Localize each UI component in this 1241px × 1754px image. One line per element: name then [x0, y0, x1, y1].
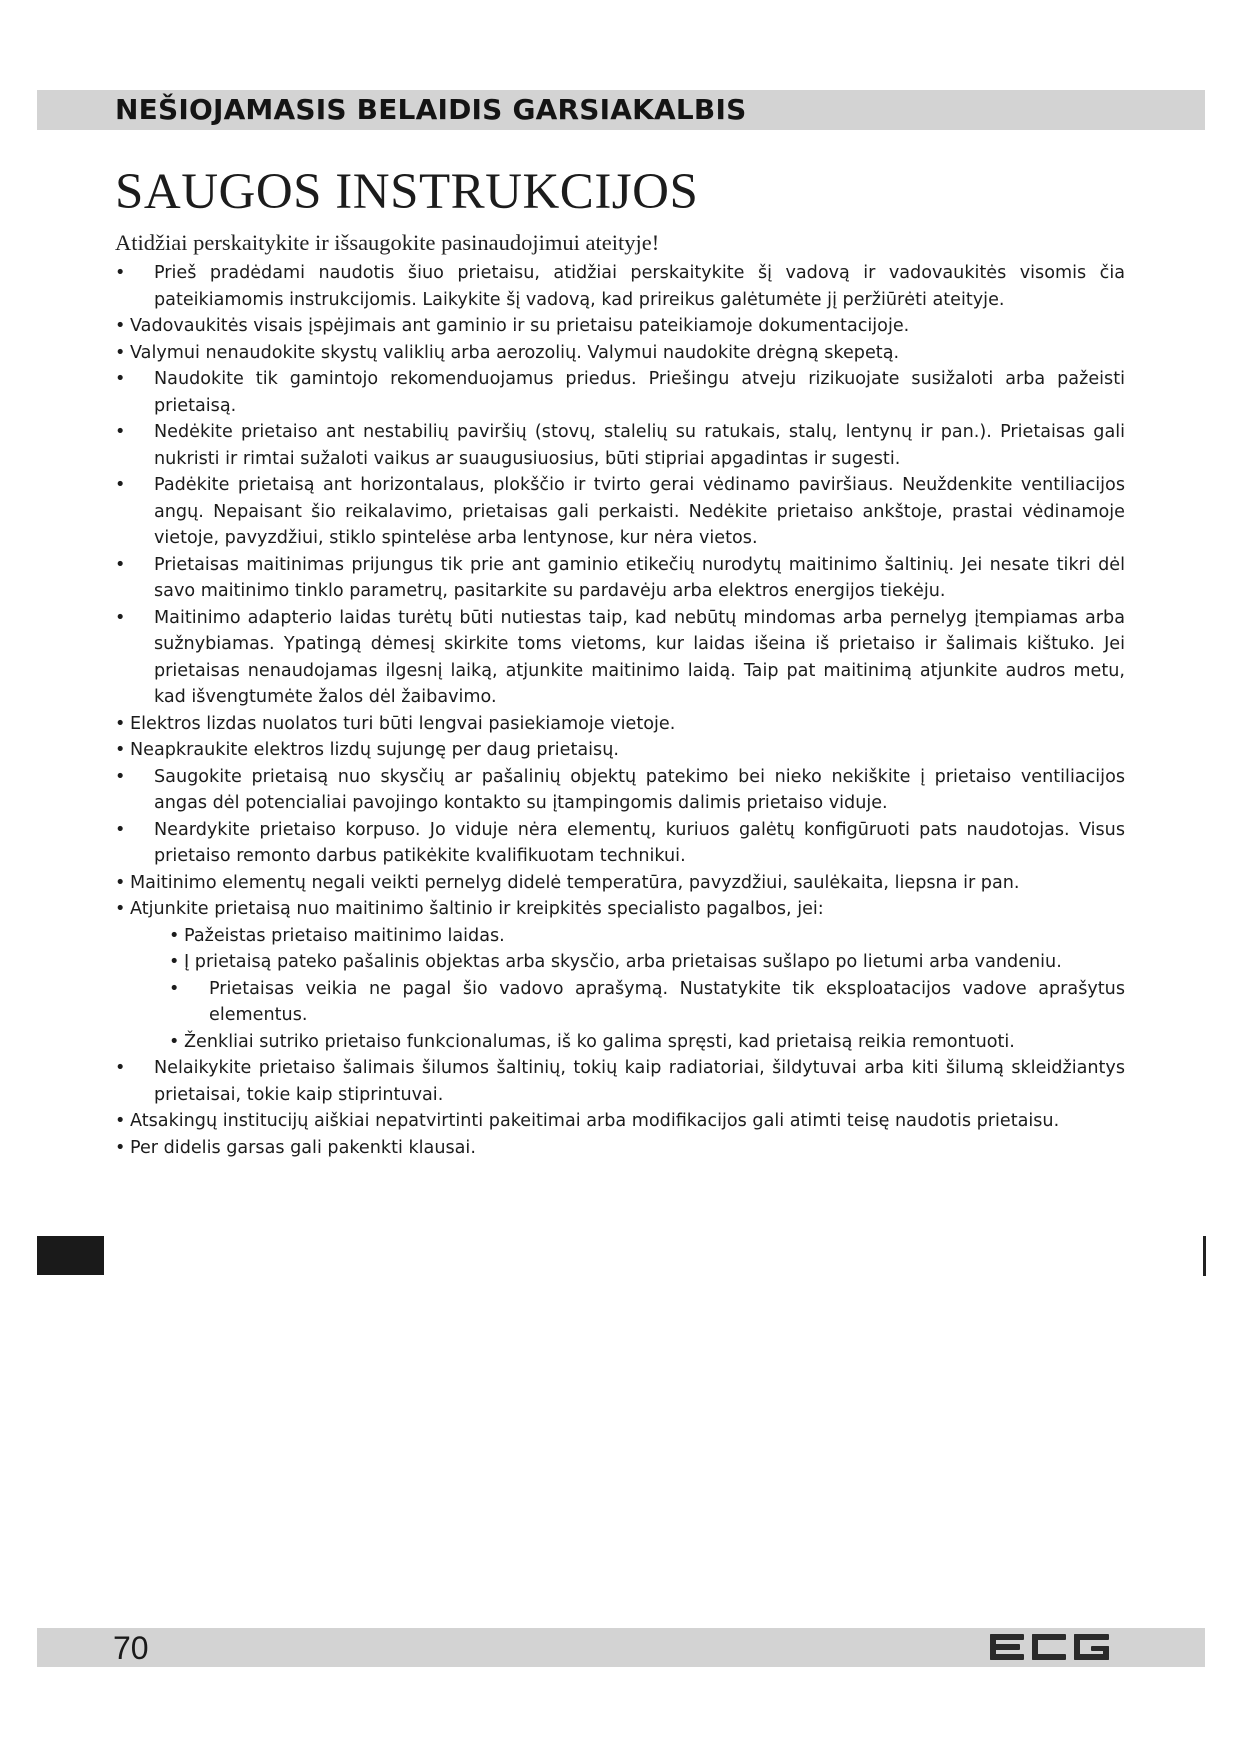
instruction-item: • Atsakingų institucijų aiškiai nepatvirtinti pakeitimai arba modifikacijos gali atimti teisę naudotis prietaisu. — [115, 1108, 1125, 1135]
sub-instruction-text: Į prietaisą pateko pašalinis objektas arba skysčio, arba prietaisas sušlapo po lietumi arba vandeniu. — [184, 952, 1062, 972]
instruction-sublist — [130, 923, 1125, 1056]
instruction-item: • Neapkraukite elektros lizdų sujungę per daug prietaisų. — [115, 737, 1125, 764]
instruction-item: • Prieš pradėdami naudotis šiuo prietaisu, atidžiai perskaitykite šį vadovą ir vadovaukitės visomis čia pateikiamomis instrukcijomis. Laikykite šį vadovą, kad prireikus galėtumėte jį peržiūrėti ateityje. — [115, 260, 1125, 313]
page-title: SAUGOS INSTRUKCIJOS — [115, 164, 699, 220]
instruction-item: • Vadovaukitės visais įspėjimais ant gaminio ir su prietaisu pateikiamoje dokumentacijoje. — [115, 313, 1125, 340]
side-line-marker — [1203, 1236, 1206, 1276]
instruction-item: • Nedėkite prietaiso ant nestabilių paviršių (stovų, stalelių su ratukais, stalų, lentynų ir pan.). Prietaisas gali nukristi ir rimtai sužaloti vaikus ar suaugusiuosius, būti stipriai apgadintas ir sugesti. — [115, 419, 1125, 472]
sub-instruction-text: Pažeistas prietaiso maitinimo laidas. — [184, 925, 505, 946]
sub-instruction-text: Ženkliai sutriko prietaiso funkcionalumas, iš ko galima spręsti, kad prietaisą reikia remontuoti. — [184, 1031, 1015, 1052]
instruction-item: • Saugokite prietaisą nuo skysčių ar pašalinių objektų patekimo bei nieko nekiškite į prietaiso ventiliacijos angas dėl potencialiai pavojingo kontakto su įtampingomis dalimis prietaiso viduje. — [115, 764, 1125, 817]
instruction-item: • Naudokite tik gamintojo rekomenduojamus priedus. Priešingu atveju rizikuojate susižaloti arba pažeisti prietaisą. — [115, 366, 1125, 419]
instruction-item: • Neardykite prietaiso korpuso. Jo viduje nėra elementų, kuriuos galėtų konfigūruoti pats naudotojas. Visus prietaiso remonto darbus patikėkite kvalifikuotam technikui. — [115, 817, 1125, 870]
instruction-item: • Maitinimo adapterio laidas turėtų būti nutiestas taip, kad nebūtų mindomas arba pernelyg įtempiamas arba sužnybiamas. Ypatingą dėmesį skirkite toms vietoms, kur laidas išeina iš prietaiso ir šalimais kištuko. Jei prietaisas nenaudojamas ilgesnį laiką, atjunkite maitinimo laidą. Taip pat maitinimą atjunkite audros metu, kad išvengtumėte žalos dėl žaibavimo. — [115, 605, 1125, 711]
instruction-item: • Per didelis garsas gali pakenkti klausai. — [115, 1135, 1125, 1162]
instruction-item-with-sublist — [115, 896, 1125, 1055]
ecg-logo — [990, 1632, 1110, 1662]
header-title: NEŠIOJAMASIS BELAIDIS GARSIAKALBIS — [115, 93, 747, 126]
instruction-item: • Padėkite prietaisą ant horizontalaus, plokščio ir tvirto gerai vėdinamo paviršiaus. Neuždenkite ventiliacijos angų. Nepaisant šio reikalavimo, prietaisas gali perkaisti. Nedėkite prietaiso ankštoje, prastai vėdinamoje vietoje, pavyzdžiui, stiklo spintelėse arba lentynose, kur nėra vietos. — [115, 472, 1125, 552]
sub-instruction-item — [130, 923, 1125, 950]
sub-instruction-item — [130, 949, 1125, 976]
instruction-item: • Prietaisas maitinimas prijungus tik prie ant gaminio etikečių nurodytų maitinimo šaltinių. Jei nesate tikri dėl savo maitinimo tinklo parametrų, pasitarkite su pardavėju arba elektros energijos tiekėju. — [115, 552, 1125, 605]
sub-instruction-item — [130, 1029, 1125, 1056]
instruction-item: • Elektros lizdas nuolatos turi būti lengvai pasiekiamoje vietoje. — [115, 711, 1125, 738]
instruction-item: • Maitinimo elementų negali veikti pernelyg didelė temperatūra, pavyzdžiui, saulėkaita, liepsna ir pan. — [115, 870, 1125, 897]
page-number: 70 — [113, 1630, 149, 1666]
safety-instructions-list — [115, 260, 1125, 1161]
instruction-item: • Valymui nenaudokite skystų valiklių arba aerozolių. Valymui naudokite drėgną skepetą. — [115, 340, 1125, 367]
side-tab-marker — [37, 1236, 104, 1275]
sub-instruction-item: • Prietaisas veikia ne pagal šio vadovo aprašymą. Nustatykite tik eksploatacijos vadove aprašytus elementus. — [130, 976, 1125, 1029]
instruction-item: • Nelaikykite prietaiso šalimais šilumos šaltinių, tokių kaip radiatoriai, šildytuvai arba kiti šilumą skleidžiantys prietaisai, tokie kaip stiprintuvai. — [115, 1055, 1125, 1108]
page-subtitle: Atidžiai perskaitykite ir išsaugokite pasinaudojimui ateityje! — [115, 230, 660, 255]
instruction-item-label: Atjunkite prietaisą nuo maitinimo šaltinio ir kreipkitės specialisto pagalbos, jei: — [130, 899, 824, 919]
